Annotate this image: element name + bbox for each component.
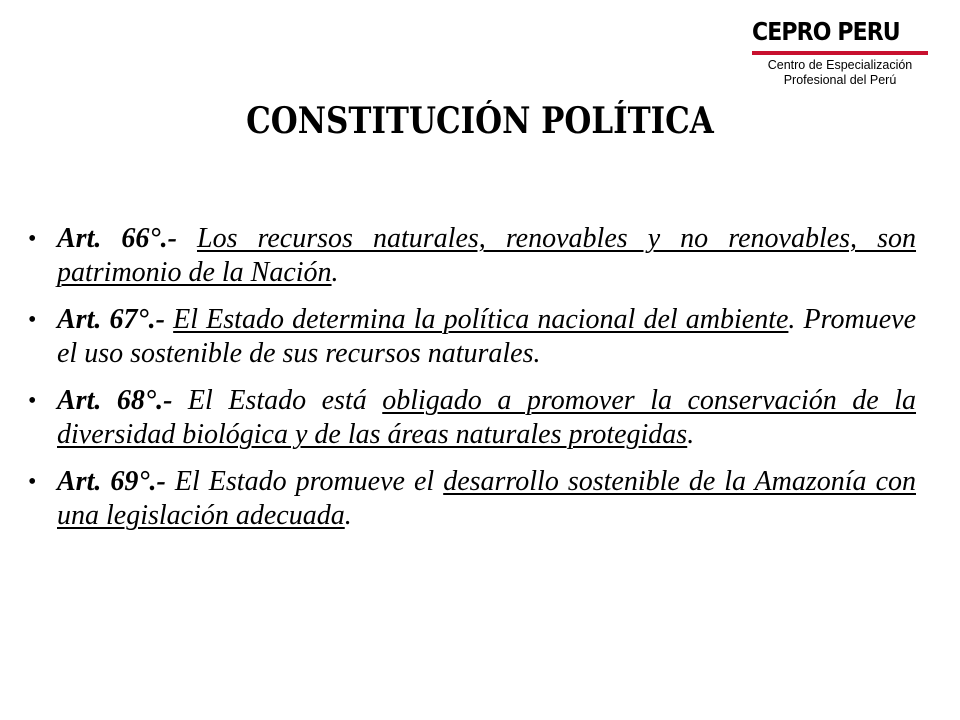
article-text-underlined: El Estado determina la política nacional del ambiente (173, 304, 789, 335)
article-69 (26, 465, 916, 533)
article-text: El Estado promueve el (174, 466, 444, 497)
bullet-icon: • (28, 388, 37, 414)
article-text: . (331, 257, 339, 288)
slide-title: CONSTITUCIÓN POLÍTICA (246, 100, 714, 142)
article-text-underlined: Los recursos naturales, renovables y no renovables, son patrimonio de la Nación (57, 223, 917, 288)
article-67 (26, 303, 916, 371)
article-text: . Promueve el uso sostenible de sus recursos naturales. (57, 304, 917, 369)
article-number: Art. 67°.- (57, 304, 166, 335)
logo-subtitle-line1: Centro de Especialización (767, 58, 913, 72)
bullet-icon: • (28, 226, 37, 252)
article-text: . (687, 419, 695, 450)
articles-list (26, 222, 916, 546)
logo-accent-line (752, 51, 928, 55)
article-text: . (344, 500, 352, 531)
article-66 (26, 222, 916, 290)
logo-subtitle-line2: Profesional del Perú (783, 73, 897, 87)
article-number: Art. 69°.- (57, 466, 166, 497)
bullet-icon: • (28, 307, 37, 333)
article-number: Art. 68°.- (57, 385, 173, 416)
article-text-underlined: desarrollo sostenible de la Amazonía con una legislación adecuada (57, 466, 916, 531)
article-text-underlined: obligado a promover la conservación de la diversidad biológica y de las áreas naturales protegidas (57, 385, 917, 450)
bullet-icon: • (28, 469, 37, 495)
article-number: Art. 66°.- (57, 223, 177, 254)
logo-name: CEPRO PERU (752, 17, 900, 46)
article-text: El Estado está (187, 385, 383, 416)
article-68 (26, 384, 916, 452)
cepro-peru-logo (752, 18, 942, 88)
